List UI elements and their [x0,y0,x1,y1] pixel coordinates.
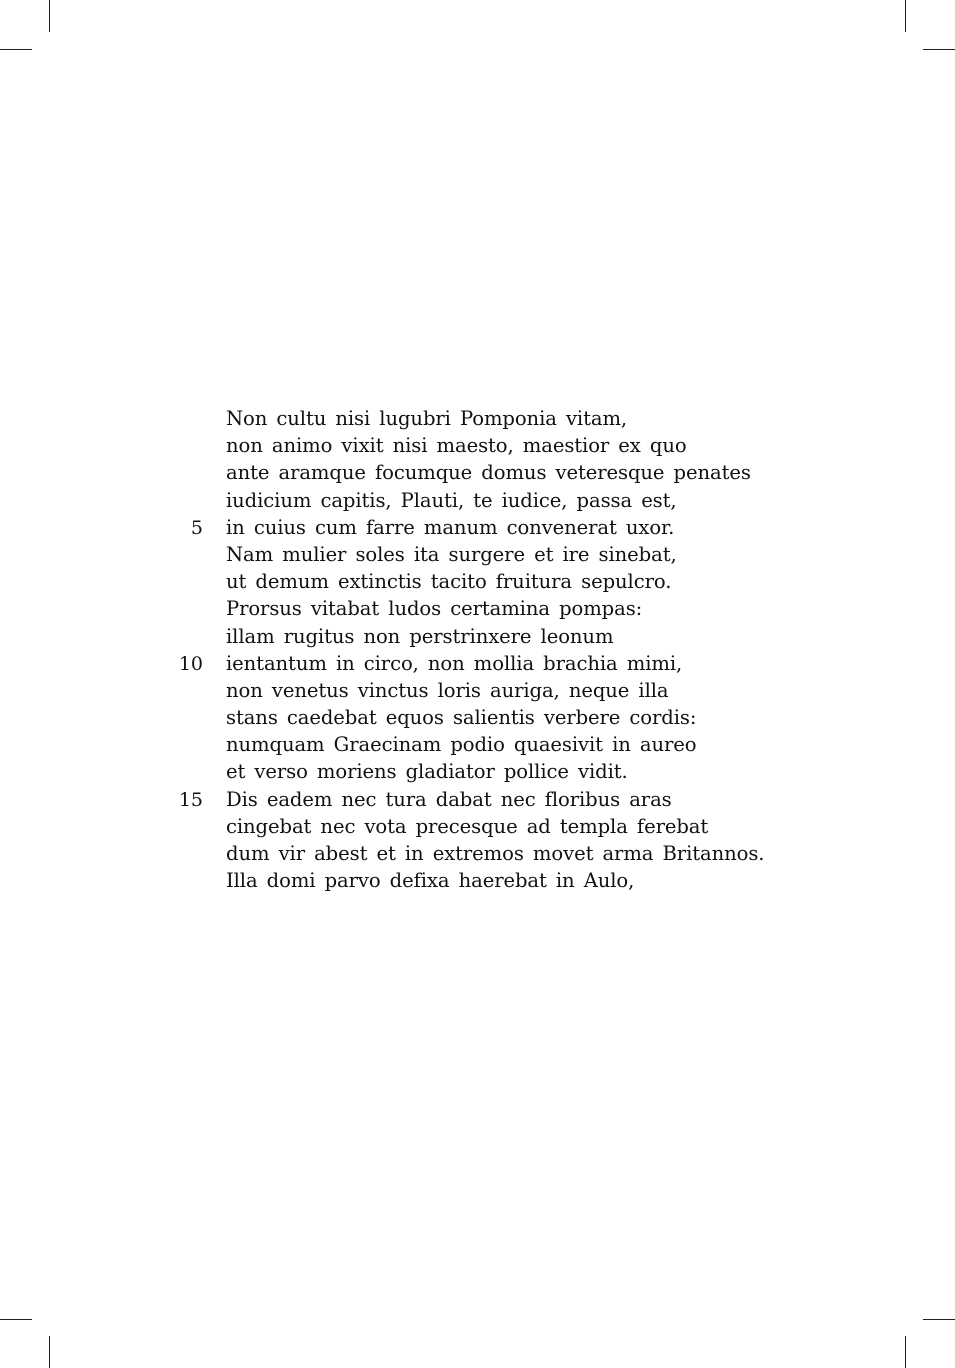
line-number: 15 [178,788,203,811]
line-text: numquam Graecinam podio quaesivit in aureo [226,733,697,757]
poem-line [0,786,955,813]
line-text: non animo vixit nisi maesto, maestior ex quo [226,434,687,458]
poem-block [0,405,955,894]
line-text: dum vir abest et in extremos movet arma Britannos. [226,842,765,865]
crop-mark-bottom-right-horizontal [923,1319,955,1320]
poem-line [0,813,955,840]
poem-line [0,840,955,867]
poem-line [0,514,955,541]
crop-mark-top-right-vertical [905,0,906,32]
crop-mark-bottom-right-vertical [905,1336,906,1368]
line-text: et verso moriens gladiator pollice vidit. [226,760,628,784]
line-text: non venetus vinctus loris auriga, neque illa [226,678,669,702]
poem-line [0,568,955,595]
poem-line [0,867,955,894]
poem-line [0,541,955,568]
poem-line [0,487,955,514]
line-number: 10 [178,652,203,675]
line-text: illam rugitus non perstrinxere leonum [226,624,614,648]
line-text: stans caedebat equos salientis verbere cordis: [226,706,697,730]
crop-mark-bottom-left-horizontal [0,1319,32,1320]
line-text: cingebat nec vota precesque ad templa ferebat [226,814,709,838]
poem-line [0,405,955,432]
line-text: in cuius cum farre manum convenerat uxor. [226,515,675,539]
crop-mark-top-left-vertical [49,0,50,32]
line-text: Non cultu nisi lugubri Pomponia vitam, [226,407,628,430]
line-text: Illa domi parvo defixa haerebat in Aulo, [226,869,635,893]
line-number: 5 [190,516,203,539]
poem-line [0,595,955,622]
crop-mark-top-left-horizontal [0,49,32,50]
poem-line [0,704,955,731]
crop-mark-bottom-left-vertical [49,1336,50,1368]
poem-line [0,677,955,704]
poem-line [0,459,955,486]
line-text: Nam mulier soles ita surgere et ire sinebat, [226,542,677,566]
poem-line [0,623,955,650]
line-text: iudicium capitis, Plauti, te iudice, passa est, [226,488,677,512]
crop-mark-top-right-horizontal [923,49,955,50]
poem-line [0,758,955,785]
line-text: ientantum in circo, non mollia brachia mimi, [226,651,683,675]
line-text: Prorsus vitabat ludos certamina pompas: [226,597,643,621]
line-text: Dis eadem nec tura dabat nec floribus aras [226,787,672,811]
line-text: ut demum extinctis tacito fruitura sepulcro. [226,570,672,594]
poem-line [0,650,955,677]
line-text: ante aramque focumque domus veteresque penates [226,461,751,485]
poem-line [0,432,955,459]
poem-line [0,731,955,758]
